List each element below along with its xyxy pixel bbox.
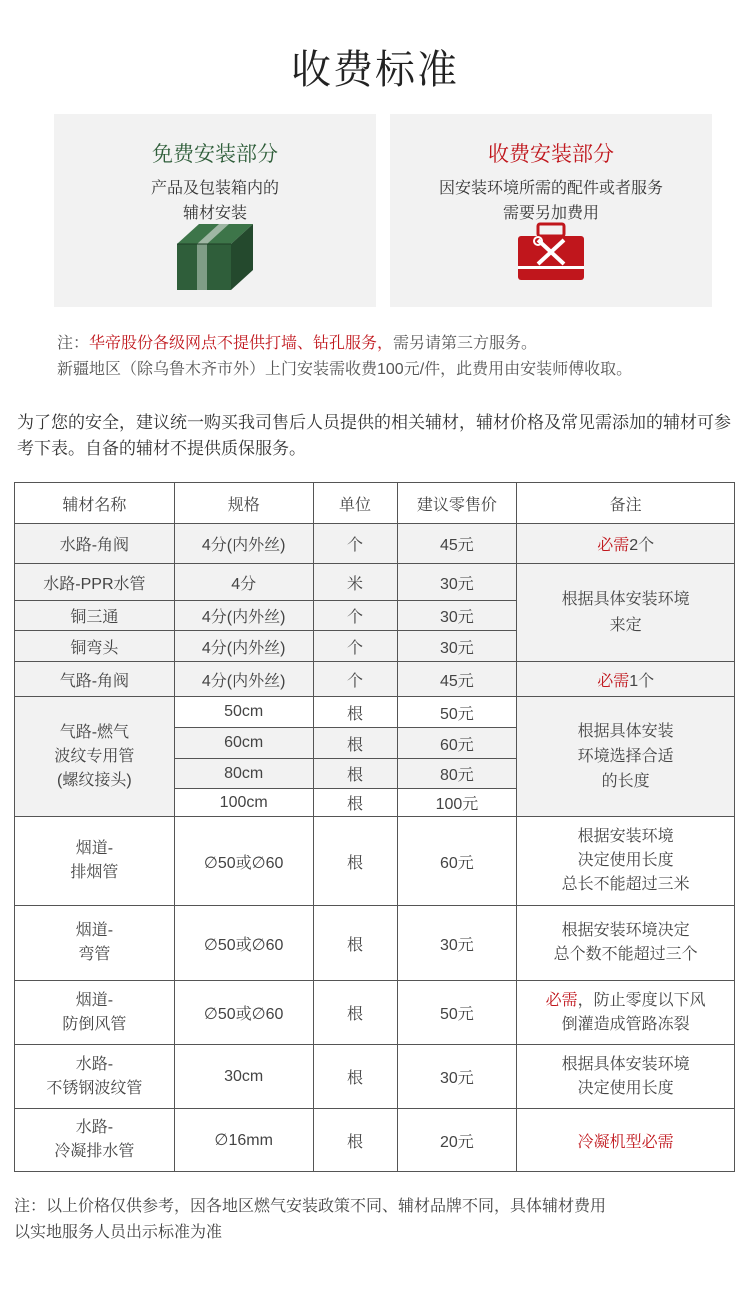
cell-price: 30元: [397, 906, 517, 981]
header-price: 建议零售价: [397, 483, 517, 524]
cell-unit: 根: [313, 789, 397, 817]
cell-spec: 80cm: [174, 759, 313, 789]
cell-name: [15, 906, 175, 981]
cell-note: 冷凝机型必需: [517, 1109, 735, 1172]
note-line: 根据具体安装: [577, 723, 674, 740]
cell-unit: 根: [313, 759, 397, 789]
page-title: 收费标准: [291, 48, 459, 92]
install-notes: [57, 331, 632, 383]
cell-spec: 100cm: [174, 789, 313, 817]
cell-spec: 30cm: [174, 1045, 313, 1109]
paid-install-card: [390, 114, 712, 307]
cell-spec: ∅16mm: [174, 1109, 313, 1172]
cell-price: 50元: [397, 697, 517, 728]
cell-price: 50元: [397, 981, 517, 1045]
safety-advice: 为了您的安全，建议统一购买我司售后人员提供的相关辅材，辅材价格及常见需添加的辅材可参考下表。自备的辅材不提供质保服务。: [17, 413, 731, 458]
cell-name: [15, 1045, 175, 1109]
price-disclaimer: [14, 1194, 734, 1246]
cell-unit: 根: [313, 1045, 397, 1109]
note-line: 根据具体安装环境: [561, 1055, 690, 1073]
cell-unit: 根: [313, 1109, 397, 1172]
name-line: 排烟管: [70, 864, 119, 881]
note-rest: ，防止零度以下风: [577, 991, 706, 1009]
header-note: 备注: [517, 483, 735, 524]
name-line: 防倒风管: [62, 1015, 127, 1033]
table-row: [15, 1109, 735, 1172]
note-rest: 2个: [629, 537, 655, 554]
note-line: 总长不能超过三米: [561, 876, 690, 893]
cell-name: [15, 981, 175, 1045]
note-line: 来定: [609, 616, 642, 634]
name-line: 波纹专用管: [54, 747, 135, 765]
cell-price: 20元: [397, 1109, 517, 1172]
cell-unit: 根: [313, 906, 397, 981]
table-header-row: [15, 483, 735, 524]
free-card-line1: 产品及包装箱内的: [150, 180, 279, 197]
cell-price: 30元: [397, 1045, 517, 1109]
paid-card-line1: 因安装环境所需的配件或者服务: [438, 180, 663, 197]
cell-spec: ∅50或∅60: [174, 817, 313, 906]
table-row: [15, 906, 735, 981]
note-line: 倒灌造成管路冻裂: [561, 1015, 690, 1033]
cell-unit: 个: [313, 601, 397, 631]
cell-unit: 根: [313, 728, 397, 759]
name-line: 气路-燃气: [59, 723, 130, 741]
note-line: 根据具体安装环境: [561, 590, 690, 608]
cell-spec: ∅50或∅60: [174, 906, 313, 981]
cell-unit: 个: [313, 631, 397, 662]
note-line: 总个数不能超过三个: [553, 946, 698, 963]
header-spec: 规格: [174, 483, 313, 524]
cell-spec: ∅50或∅60: [174, 981, 313, 1045]
paid-card-line2: 需要另加费用: [502, 205, 599, 222]
accessory-price-table: [14, 482, 735, 1172]
cell-price: 60元: [397, 817, 517, 906]
name-line: 水路-: [75, 1055, 114, 1073]
cell-unit: 根: [313, 817, 397, 906]
name-line: 水路-: [75, 1119, 114, 1136]
note-required: 必需: [597, 537, 630, 554]
cell-spec: 50cm: [174, 697, 313, 728]
cell-unit: 个: [313, 524, 397, 564]
name-line: (螺纹接头): [57, 771, 132, 789]
note-line: 环境选择合适: [577, 748, 674, 765]
cell-note: [517, 981, 735, 1045]
cell-name: [15, 697, 175, 817]
cell-spec: 4分: [174, 564, 313, 601]
cell-price: 100元: [397, 789, 517, 817]
cell-unit: 米: [313, 564, 397, 601]
notes-xinjiang: 新疆地区（除乌鲁木齐市外）上门安装需收费100元/件，此费用由安装师傅收取。: [57, 361, 633, 378]
note-line: 根据安装环境: [577, 828, 674, 845]
note-rest: 1个: [629, 672, 655, 690]
header-unit: 单位: [313, 483, 397, 524]
note-line: 的长度: [601, 773, 650, 790]
table-row: [15, 817, 735, 906]
cell-price: 60元: [397, 728, 517, 759]
cell-price: 30元: [397, 601, 517, 631]
cell-note: [517, 817, 735, 906]
name-line: 烟道-: [75, 991, 114, 1009]
free-card-heading: 免费安装部分: [152, 143, 278, 166]
name-line: 烟道-: [75, 840, 114, 857]
cell-unit: 根: [313, 697, 397, 728]
table-row: [15, 981, 735, 1045]
cell-unit: 根: [313, 981, 397, 1045]
cell-spec: 4分(内外丝): [174, 662, 313, 697]
cell-price: 80元: [397, 759, 517, 789]
notes-highlight: 华帝股份各级网点不提供打墙、钻孔服务，: [89, 335, 394, 352]
note-line: 决定使用长度: [577, 852, 674, 869]
cell-name: 水路-PPR水管: [15, 564, 175, 601]
note-required: 必需: [597, 672, 630, 690]
paid-card-heading: 收费安装部分: [488, 143, 614, 166]
note-line: 根据安装环境决定: [561, 922, 690, 939]
free-install-card: [54, 114, 376, 307]
cell-spec: 4分(内外丝): [174, 631, 313, 662]
name-line: 不锈钢波纹管: [46, 1079, 143, 1097]
cell-name: 气路-角阀: [15, 662, 175, 697]
name-line: 冷凝排水管: [54, 1143, 135, 1160]
cell-name: 水路-角阀: [15, 524, 175, 564]
footer-line: 以实地服务人员出示标准为准: [14, 1224, 223, 1241]
note-line: 决定使用长度: [577, 1079, 674, 1097]
cell-name: 铜弯头: [15, 631, 175, 662]
cell-note: [517, 1045, 735, 1109]
cell-name: [15, 817, 175, 906]
cell-note: [517, 662, 735, 697]
cell-name: 铜三通: [15, 601, 175, 631]
name-line: 弯管: [78, 946, 111, 963]
notes-rest: 需另请第三方服务。: [393, 335, 538, 352]
cell-price: 30元: [397, 564, 517, 601]
header-name: 辅材名称: [15, 483, 175, 524]
cell-note: [517, 564, 735, 662]
cell-price: 45元: [397, 524, 517, 564]
cell-name: [15, 1109, 175, 1172]
cell-price: 30元: [397, 631, 517, 662]
cell-spec: 4分(内外丝): [174, 601, 313, 631]
free-card-line2: 辅材安装: [182, 205, 247, 222]
package-box-icon: [175, 222, 255, 297]
table-row: [15, 524, 735, 564]
toolbox-icon: [516, 222, 586, 289]
footer-line: 注：以上价格仅供参考，因各地区燃气安装政策不同、辅材品牌不同，具体辅材费用: [14, 1198, 607, 1215]
table-row: [15, 662, 735, 697]
notes-prefix: 注：: [57, 335, 90, 352]
table-row: [15, 1045, 735, 1109]
note-required: 必需: [545, 991, 578, 1009]
cell-note: [517, 697, 735, 817]
cell-spec: 4分(内外丝): [174, 524, 313, 564]
cell-unit: 个: [313, 662, 397, 697]
cell-price: 45元: [397, 662, 517, 697]
cell-note: [517, 524, 735, 564]
table-row: [15, 697, 735, 728]
table-row: [15, 564, 735, 601]
cell-spec: 60cm: [174, 728, 313, 759]
cell-note: [517, 906, 735, 981]
name-line: 烟道-: [75, 922, 114, 939]
